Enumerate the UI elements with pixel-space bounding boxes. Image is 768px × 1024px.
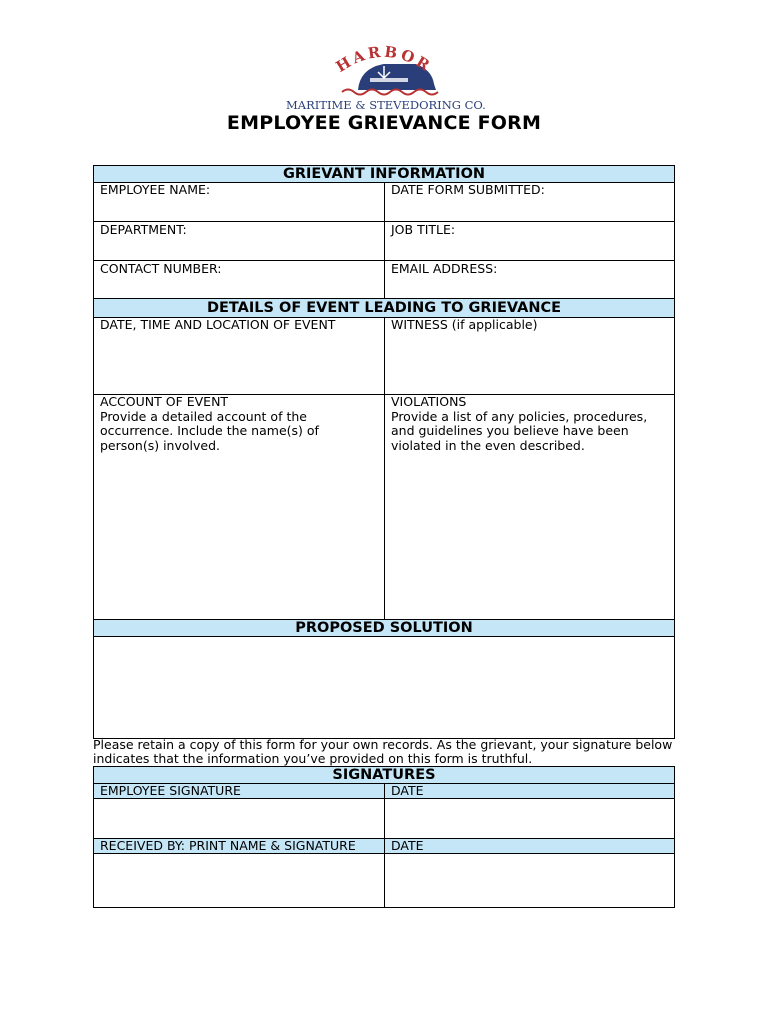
- harbor-ship-icon: [286, 44, 482, 100]
- account-of-event-field[interactable]: [94, 395, 384, 619]
- company-logo: [286, 44, 486, 114]
- contact-number-label: CONTACT NUMBER:: [100, 261, 222, 276]
- signature-input-row: [94, 854, 674, 907]
- department-label: DEPARTMENT:: [100, 222, 187, 237]
- received-by-signature-field[interactable]: [94, 854, 384, 907]
- date-time-location-label: DATE, TIME AND LOCATION OF EVENT: [100, 317, 336, 332]
- received-by-date-field[interactable]: [384, 854, 674, 907]
- date-label: DATE: [384, 839, 674, 853]
- signature-input-row: [94, 799, 674, 839]
- job-title-field[interactable]: [384, 222, 674, 260]
- employee-date-field[interactable]: [384, 799, 674, 838]
- contact-number-field[interactable]: [94, 261, 384, 298]
- grievance-form-table: [93, 165, 675, 739]
- violations-instructions: Provide a list of any policies, procedures, and guidelines you believe have been violated in the even described.: [391, 408, 648, 453]
- retain-copy-note: Please retain a copy of this form for your own records. As the grievant, your signature below indicates that the information you’ve provided on this form is truthful.: [93, 737, 673, 766]
- witness-label: WITNESS (if applicable): [391, 317, 538, 332]
- employee-signature-label: EMPLOYEE SIGNATURE: [100, 783, 241, 798]
- date-submitted-label: DATE FORM SUBMITTED:: [391, 182, 545, 197]
- employee-name-field[interactable]: [94, 183, 384, 221]
- section-header-details: DETAILS OF EVENT LEADING TO GRIEVANCE: [94, 298, 674, 318]
- section-header-proposed-solution: PROPOSED SOLUTION: [94, 620, 674, 637]
- form-row: [94, 222, 674, 261]
- section-header-signatures: SIGNATURES: [94, 767, 674, 784]
- section-header-grievant: GRIEVANT INFORMATION: [94, 166, 674, 183]
- job-title-label: JOB TITLE:: [391, 222, 456, 237]
- account-of-event-label: ACCOUNT OF EVENT: [100, 394, 229, 409]
- department-field[interactable]: [94, 222, 384, 260]
- signatures-table: [93, 766, 675, 908]
- account-of-event-instructions: Provide a detailed account of the occurrence. Include the name(s) of person(s) involved.: [100, 408, 319, 453]
- page-title: EMPLOYEE GRIEVANCE FORM: [226, 112, 542, 134]
- date-label: DATE: [384, 784, 674, 798]
- date-time-location-field[interactable]: [94, 318, 384, 394]
- signature-label-row: [94, 784, 674, 799]
- email-address-label: EMAIL ADDRESS:: [391, 261, 498, 276]
- date-submitted-field[interactable]: [384, 183, 674, 221]
- signature-label-row: [94, 839, 674, 854]
- proposed-solution-field[interactable]: [94, 637, 674, 738]
- form-row: [94, 318, 674, 395]
- logo-subtitle: MARITIME & STEVEDORING CO.: [286, 98, 486, 112]
- email-address-field[interactable]: [384, 261, 674, 298]
- logo-name: HARBOR: [332, 44, 436, 77]
- form-row: [94, 395, 674, 620]
- form-row: [94, 261, 674, 299]
- violations-label: VIOLATIONS: [391, 394, 467, 409]
- employee-signature-field[interactable]: [94, 799, 384, 838]
- received-by-label: RECEIVED BY: PRINT NAME & SIGNATURE: [100, 838, 356, 853]
- form-row: [94, 183, 674, 222]
- violations-field[interactable]: [384, 395, 674, 619]
- employee-name-label: EMPLOYEE NAME:: [100, 182, 211, 197]
- witness-field[interactable]: [384, 318, 674, 394]
